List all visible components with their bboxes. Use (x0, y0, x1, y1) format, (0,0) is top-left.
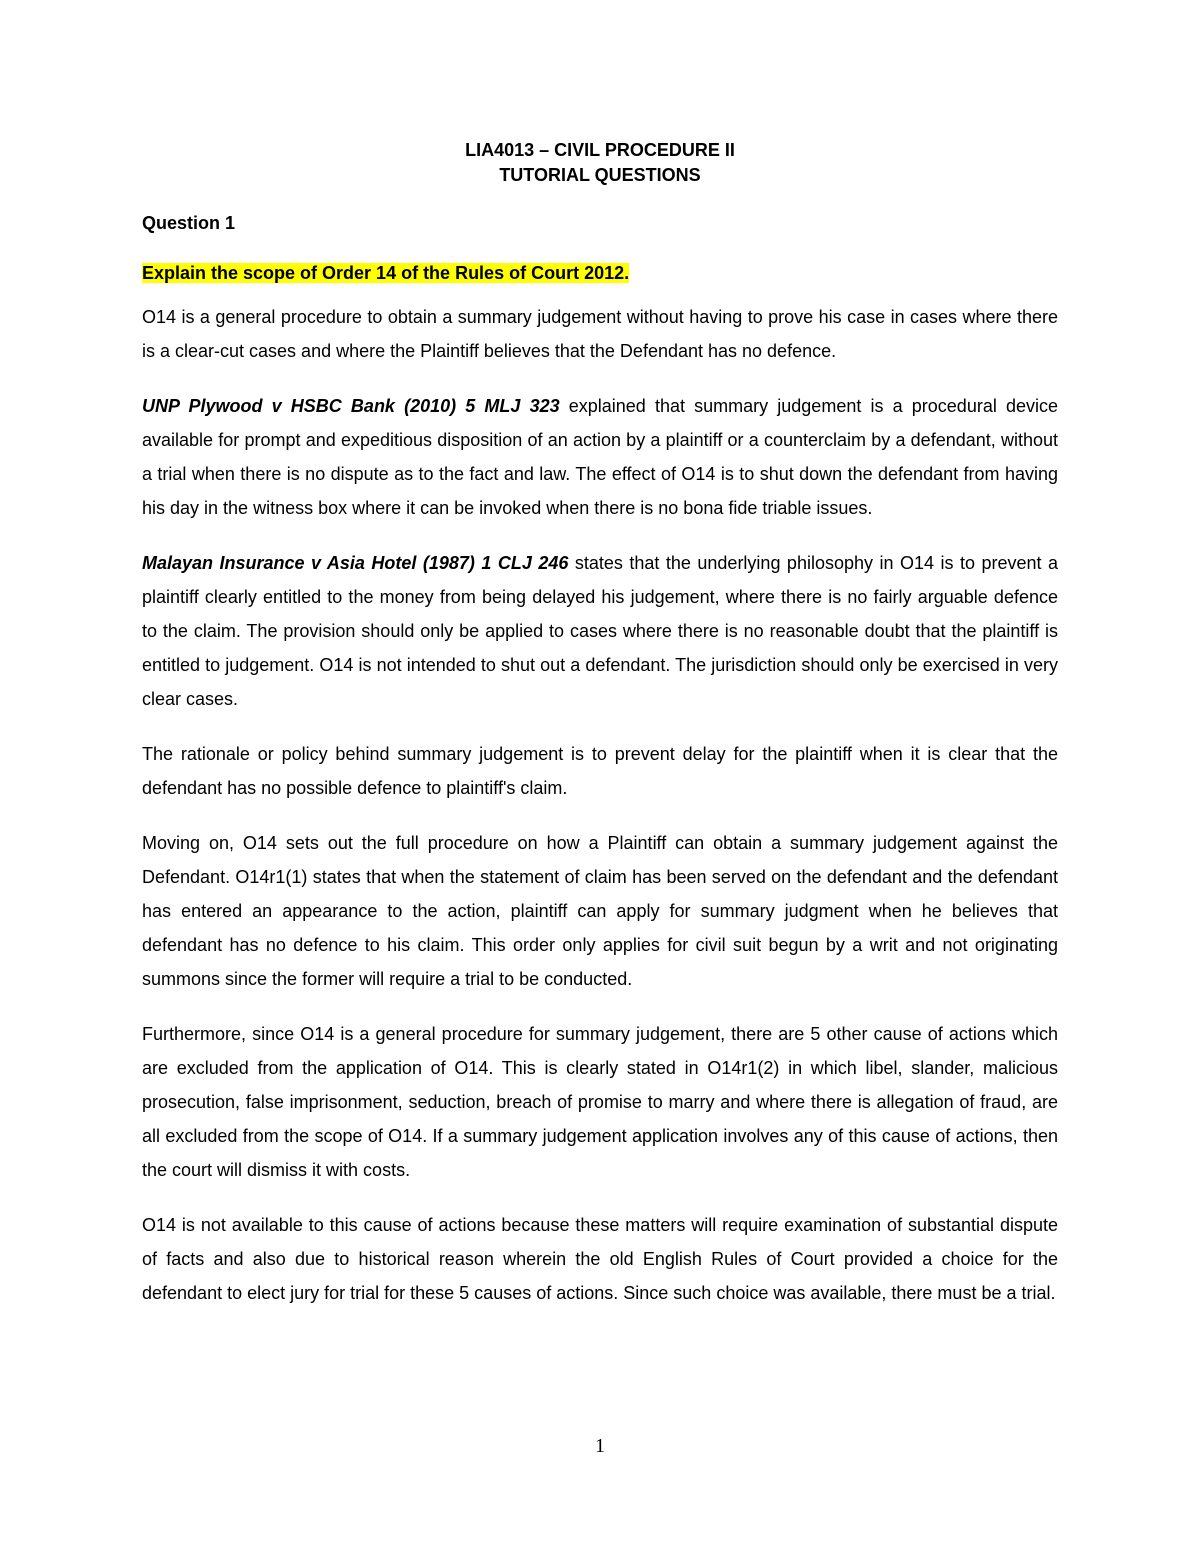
question-text (142, 261, 1058, 286)
page-number: 1 (595, 1435, 605, 1457)
question-highlight: Explain the scope of Order 14 of the Rules of Court 2012. (142, 263, 630, 283)
paragraph-6: Furthermore, since O14 is a general procedure for summary judgement, there are 5 other cause of actions which are excluded from the application of O14. This is clearly stated in O14r1(2) in which libel, slander, malicious prosecution, false imprisonment, seduction, breach of promise to marry and where there is allegation of fraud, are all excluded from the scope of O14. If a summary judgement application involves any of this cause of actions, then the court will dismiss it with costs. (142, 1024, 1058, 1180)
paragraph-1: O14 is a general procedure to obtain a summary judgement without having to prove his case in cases where there is a clear-cut cases and where the Plaintiff believes that the Defendant has no defence. (142, 307, 1058, 361)
paragraph-2 (142, 389, 1058, 525)
paragraph-5: Moving on, O14 sets out the full procedure on how a Plaintiff can obtain a summary judgement against the Defendant. O14r1(1) states that when the statement of claim has been served on the defendant and the defendant has entered an appearance to the action, plaintiff can apply for summary judgment when he believes that defendant has no defence to his claim. This order only applies for civil suit begun by a writ and not originating summons since the former will require a trial to be conducted. (142, 833, 1058, 989)
case-citation-unp-plywood: UNP Plywood v HSBC Bank (2010) 5 MLJ 323 (142, 396, 560, 416)
course-title: LIA4013 – CIVIL PROCEDURE II (465, 140, 735, 160)
paragraph-2-text: explained that summary judgement is a procedural device available for prompt and expeditious disposition of an action by a plaintiff or a counterclaim by a defendant, without a trial when there is no dispute as to the fact and law. The effect of O14 is to shut down the defendant from having his day in the witness box where it can be invoked when there is no bona fide triable issues. (142, 396, 1059, 518)
document-subtitle: TUTORIAL QUESTIONS (499, 165, 701, 185)
document-body (142, 138, 1058, 1310)
paragraph-4: The rationale or policy behind summary judgement is to prevent delay for the plaintiff when it is clear that the defendant has no possible defence to plaintiff's claim. (142, 744, 1058, 798)
paragraph-7: O14 is not available to this cause of actions because these matters will require examination of substantial dispute of facts and also due to historical reason wherein the old English Rules of Court provided a choice for the defendant to elect jury for trial for these 5 causes of actions. Since such choice was available, there must be a trial. (142, 1215, 1058, 1303)
case-citation-malayan-insurance: Malayan Insurance v Asia Hotel (1987) 1 CLJ 246 (142, 553, 569, 573)
paragraph-3-text: states that the underlying philosophy in O14 is to prevent a plaintiff clearly entitled to the money from being delayed his judgement, where there is no fairly arguable defence to the claim. The provision should only be applied to cases where there is no reasonable doubt that the plaintiff is entitled to judgement. O14 is not intended to shut out a defendant. The jurisdiction should only be exercised in very clear cases. (142, 553, 1058, 709)
question-heading: Question 1 (142, 213, 236, 233)
paragraph-3 (142, 546, 1058, 716)
